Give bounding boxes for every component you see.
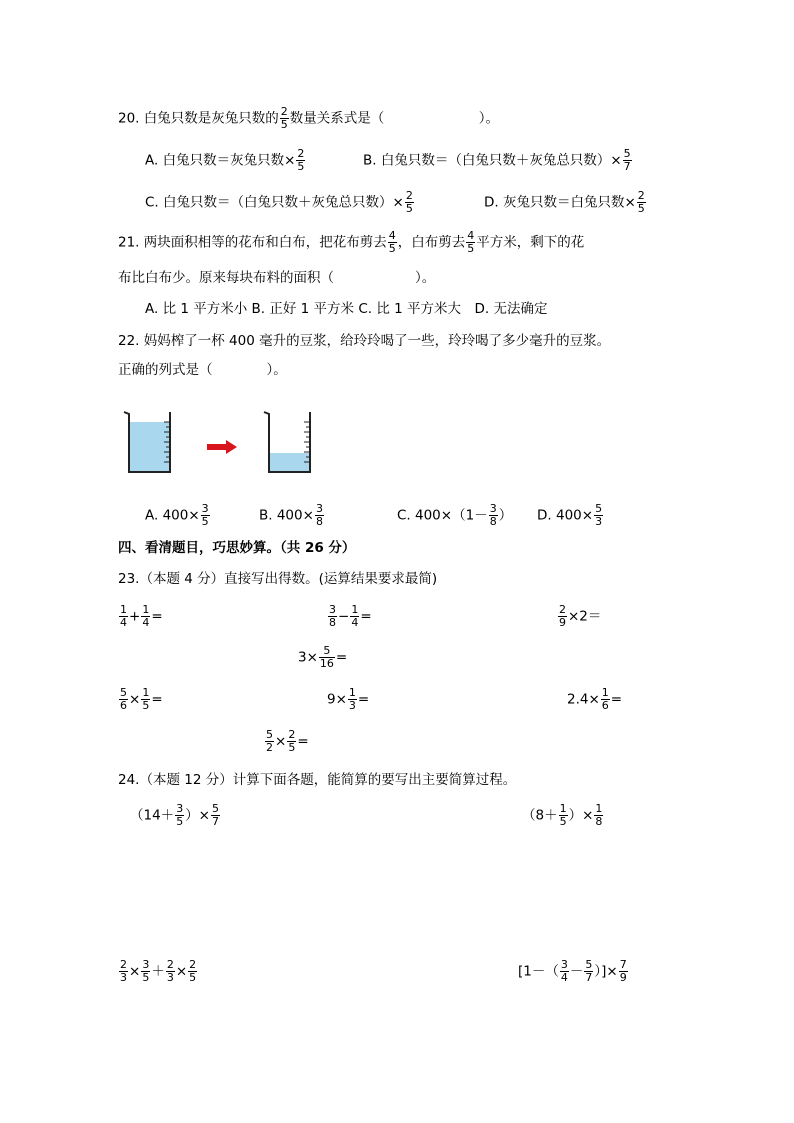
q24-problem-4: [1－（ $\frac{3}{4}$ － $\frac{5}{7}$ ）]× $\frac{7}{9}$ xyxy=(518,958,627,984)
q23-expression-5: $\frac{5}{6}$ × $\frac{1}{5}$ = xyxy=(120,686,163,712)
remaining-beaker-image xyxy=(262,408,316,476)
q24-title: 24.（本题 12 分）计算下面各题，能简算的要写出主要简算过程。 xyxy=(118,772,517,788)
q22-line2: 正确的列式是（ ）。 xyxy=(118,362,287,378)
q23-expression-6: 9× $\frac{1}{3}$ = xyxy=(327,686,370,712)
full-beaker-image xyxy=(122,408,176,476)
q20-option-a: A. 白兔只数＝灰兔只数× $\frac{2}{5}$ xyxy=(145,147,305,173)
arrow-right-icon xyxy=(206,440,238,454)
fraction: $\frac{2}{5}$ xyxy=(297,147,305,173)
fraction: $\frac{3}{5}$ xyxy=(201,502,209,528)
q20-option-d: D. 灰兔只数＝白兔只数× $\frac{2}{5}$ xyxy=(484,189,645,215)
section-heading: 四、看清题目，巧思妙算。（共 26 分） xyxy=(118,540,356,556)
fraction: $\frac{3}{8}$ xyxy=(489,502,497,528)
q22-line1: 22. 妈妈榨了一杯 400 毫升的豆浆，给玲玲喝了一些，玲玲喝了多少毫升的豆浆。 xyxy=(118,333,611,349)
q21-stem: 21. 两块面积相等的花布和白布，把花布剪去 $\frac{4}{5}$ ，白布剪去 $\frac{4}{5}$ 平方米，剩下的花 xyxy=(118,229,585,255)
fraction: $\frac{3}{8}$ xyxy=(315,502,323,528)
fraction: $\frac{2}{5}$ xyxy=(637,189,645,215)
q23-expression-8: $\frac{5}{2}$ × $\frac{2}{5}$ = xyxy=(266,728,309,754)
q23-title: 23.（本题 4 分）直接写出得数。(运算结果要求最简) xyxy=(118,571,438,587)
q24-problem-2: （8＋ $\frac{1}{5}$ ）× $\frac{1}{8}$ xyxy=(522,802,603,828)
q22-option-d: D. 400× $\frac{5}{3}$ xyxy=(537,502,603,528)
q22-option-c: C. 400×（1－ $\frac{3}{8}$ ） xyxy=(397,502,513,528)
q23-expression-2: $\frac{3}{8}$ − $\frac{1}{4}$ = xyxy=(329,603,372,629)
q23-expression-1: $\frac{1}{4}$ + $\frac{1}{4}$ = xyxy=(120,603,163,629)
liquid-remaining xyxy=(269,453,310,472)
fraction: $\frac{4}{5}$ xyxy=(388,229,396,255)
q20-option-c: C. 白兔只数＝（白兔只数＋灰兔总只数）× $\frac{2}{5}$ xyxy=(145,189,413,215)
q24-problem-3: $\frac{2}{3}$ × $\frac{3}{5}$ ＋ $\frac{2}{3}$ × $\frac{2}{5}$ xyxy=(120,958,197,984)
fraction: $\frac{4}{5}$ xyxy=(467,229,475,255)
q21-line2: 布比白布少。原来每块布料的面积（ ）。 xyxy=(118,270,436,286)
liquid-full xyxy=(129,422,170,472)
q24-problem-1: （14＋ $\frac{3}{5}$ ）× $\frac{5}{7}$ xyxy=(130,802,219,828)
q20-stem: 20. 白兔只数是灰兔只数的 $\frac{2}{5}$ 数量关系式是（ ）。 xyxy=(118,105,500,131)
q23-expression-3: $\frac{2}{9}$ ×2＝ xyxy=(559,603,602,629)
fraction: $\frac{2}{5}$ xyxy=(405,189,413,215)
q23-expression-4: 3× $\frac{5}{16}$ = xyxy=(298,644,348,670)
q20-option-b: B. 白兔只数＝（白兔只数＋灰兔总只数）× $\frac{5}{7}$ xyxy=(363,147,631,173)
fraction: $\frac{5}{7}$ xyxy=(623,147,631,173)
fraction: $\frac{5}{3}$ xyxy=(595,502,603,528)
q22-option-b: B. 400× $\frac{3}{8}$ xyxy=(259,502,323,528)
q21-options: A. 比 1 平方米小 B. 正好 1 平方米 C. 比 1 平方米大 D. 无法确定 xyxy=(145,301,548,317)
q22-option-a: A. 400× $\frac{3}{5}$ xyxy=(145,502,209,528)
q23-expression-7: 2.4× $\frac{1}{6}$ = xyxy=(567,686,623,712)
fraction: $\frac{2}{5}$ xyxy=(280,105,288,131)
